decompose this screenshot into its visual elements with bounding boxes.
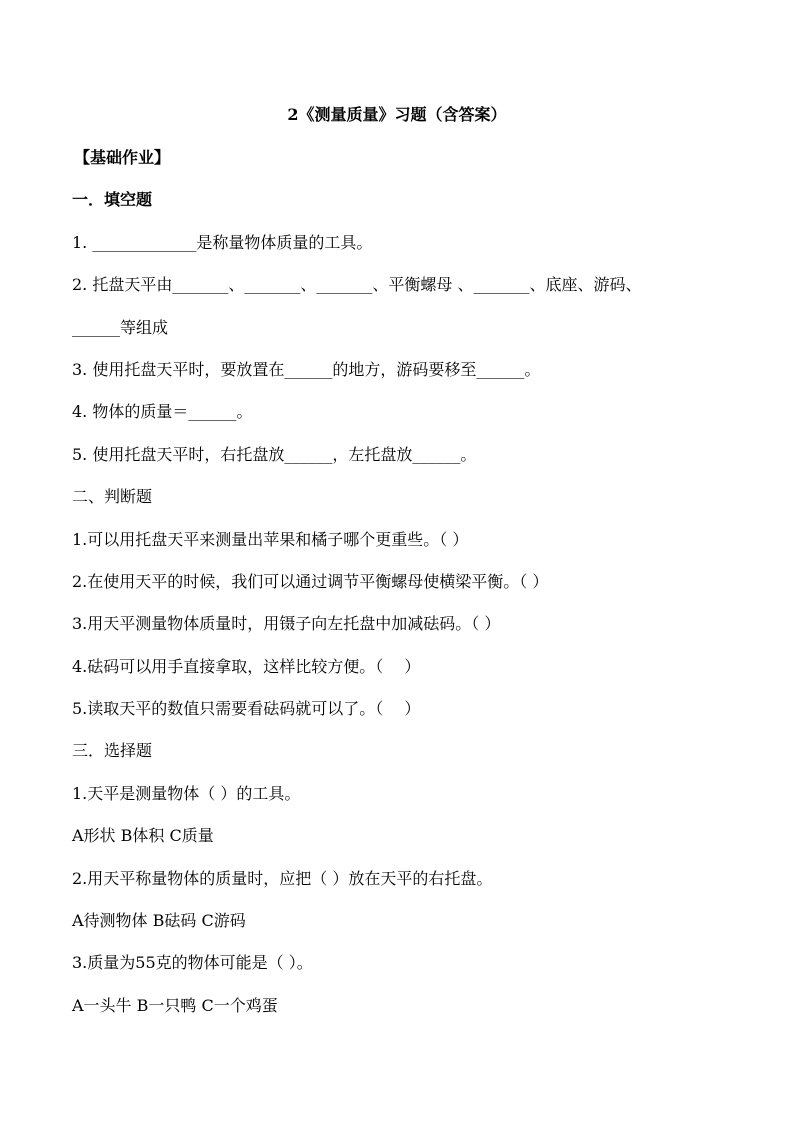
multiple-choice-options-2: A待测物体 B砝码 C游码 xyxy=(72,911,246,930)
multiple-choice-options-1: A形状 B体积 C质量 xyxy=(72,826,214,845)
multiple-choice-heading: 三．选择题 xyxy=(72,741,153,760)
true-false-item-1: 1.可以用托盘天平来测量出苹果和橘子哪个更重些。（ ） xyxy=(72,530,469,549)
section-label: 【基础作业】 xyxy=(74,148,171,167)
fill-blank-item-4: 4. 物体的质量＝______。 xyxy=(72,402,253,421)
multiple-choice-question-3: 3.质量为55克的物体可能是（ ）。 xyxy=(72,953,313,972)
fill-blank-item-5: 5. 使用托盘天平时，右托盘放______，左托盘放______。 xyxy=(72,445,477,464)
fill-blank-item-3: 3. 使用托盘天平时，要放置在______的地方，游码要移至______。 xyxy=(72,360,541,379)
true-false-heading: 二、判断题 xyxy=(72,487,153,506)
multiple-choice-options-3: A一头牛 B一只鸭 C一个鸡蛋 xyxy=(72,996,278,1015)
true-false-item-4: 4.砝码可以用手直接拿取，这样比较方便。（ ） xyxy=(72,657,421,676)
true-false-item-2: 2.在使用天平的时候，我们可以通过调节平衡螺母使横梁平衡。（ ） xyxy=(72,572,549,591)
fill-blank-item-2-continued: ______等组成 xyxy=(72,318,169,337)
true-false-item-3: 3.用天平测量物体质量时，用镊子向左托盘中加减砝码。（ ） xyxy=(72,614,501,633)
true-false-item-5: 5.读取天平的数值只需要看砝码就可以了。（ ） xyxy=(72,699,421,718)
multiple-choice-question-2: 2.用天平称量物体的质量时，应把（ ）放在天平的右托盘。 xyxy=(72,869,493,888)
fill-blank-item-2: 2. 托盘天平由_______、_______、_______、平衡螺母 、_______、底座、游码、 xyxy=(72,275,642,294)
fill-blank-item-1: 1. _____________是称量物体质量的工具。 xyxy=(72,233,373,252)
multiple-choice-question-1: 1.天平是测量物体（ ）的工具。 xyxy=(72,784,301,803)
document-title: 2《测量质量》习题（含答案） xyxy=(287,105,507,124)
fill-blank-heading: 一．填空题 xyxy=(72,190,153,209)
